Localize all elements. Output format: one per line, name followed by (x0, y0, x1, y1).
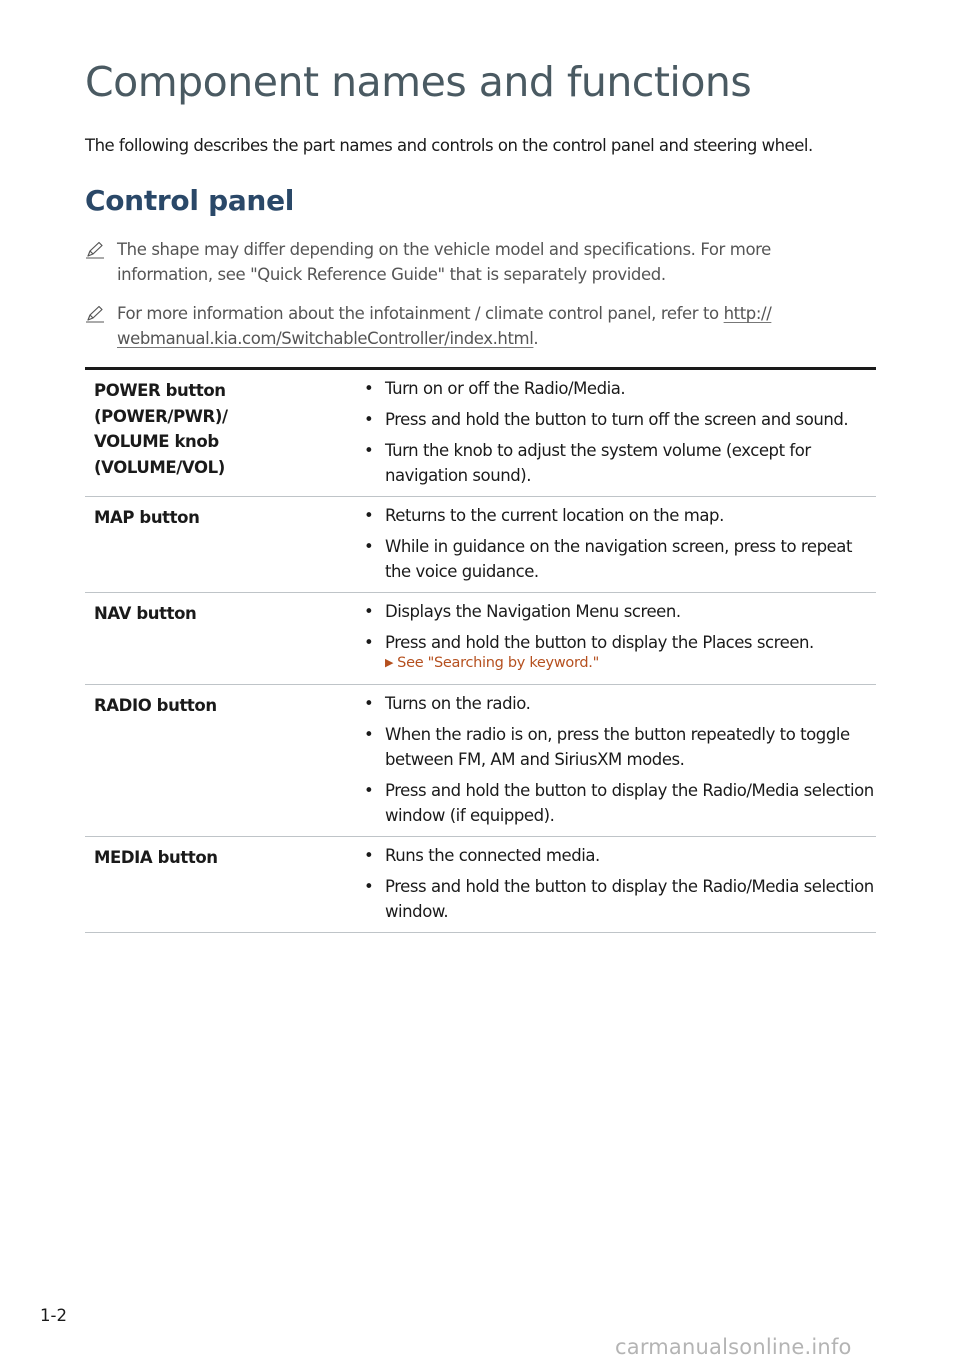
component-name (85, 837, 360, 933)
play-arrow-icon: ▶ (385, 656, 394, 669)
table-row (85, 369, 876, 497)
name-line: (POWER/PWR)/ (94, 406, 228, 426)
page-number: 1-2 (40, 1306, 67, 1325)
list-item: • Turn the knob to adjust the system volume (except for navigation sound). (364, 441, 811, 485)
component-name (85, 369, 360, 497)
list-item: • Press and hold the button to display the Radio/Media selection window. (364, 877, 874, 921)
name-line: RADIO button (94, 696, 217, 715)
note-web-manual (85, 301, 845, 351)
page-title: Component names and functions (85, 58, 752, 106)
component-name (85, 685, 360, 837)
section-title: Control panel (85, 184, 295, 217)
note-text (117, 301, 845, 351)
list-item: • Press and hold the button to display the Radio/Media selection window (if equipped). (364, 781, 874, 825)
list-item: • Displays the Navigation Menu screen. (364, 602, 681, 621)
name-line: (VOLUME/VOL) (94, 457, 225, 477)
component-description (360, 497, 876, 593)
note-text: The shape may differ depending on the vehicle model and specifications. For more information, see "Quick Reference Guide" that is separately provided. (117, 240, 771, 284)
table-row (85, 593, 876, 685)
list-item: • Press and hold the button to display the Places screen. (364, 633, 814, 652)
component-description (360, 837, 876, 933)
component-description (360, 685, 876, 837)
component-name (85, 593, 360, 685)
note-text-before: For more information about the infotainment / climate control panel, refer to (117, 304, 724, 323)
table-row (85, 497, 876, 593)
table-row (85, 685, 876, 837)
component-name (85, 497, 360, 593)
table-row (85, 837, 876, 933)
list-item: • Turns on the radio. (364, 694, 531, 713)
link-part-1: http:// (723, 304, 772, 323)
note-shape-differs (85, 237, 845, 287)
component-table (85, 367, 876, 933)
list-item: • When the radio is on, press the button repeatedly to toggle between FM, AM and SiriusXM modes. (364, 725, 850, 769)
pencil-icon (85, 241, 105, 259)
list-item: • While in guidance on the navigation screen, press to repeat the voice guidance. (364, 537, 852, 581)
list-item: • Runs the connected media. (364, 846, 600, 865)
list-item: • Press and hold the button to turn off the screen and sound. (364, 410, 849, 429)
pencil-icon (85, 305, 105, 323)
component-description (360, 369, 876, 497)
name-line: VOLUME knob (94, 432, 219, 451)
name-line: MAP button (94, 508, 200, 527)
list-item: • Returns to the current location on the map. (364, 506, 724, 525)
see-reference-link[interactable]: ▶ See "Searching by keyword." (385, 655, 599, 671)
link-part-2: webmanual.kia.com/SwitchableController/index.html (117, 329, 534, 348)
watermark: carmanualsonline.info (615, 1335, 852, 1359)
list-item: • Turn on or off the Radio/Media. (364, 379, 626, 398)
intro-paragraph: The following describes the part names and controls on the control panel and steering wheel. (85, 136, 813, 155)
name-line: POWER button (94, 381, 226, 400)
note-text-after: . (533, 329, 539, 348)
name-line: MEDIA button (94, 848, 218, 867)
component-description (360, 593, 876, 685)
name-line: NAV button (94, 604, 197, 623)
